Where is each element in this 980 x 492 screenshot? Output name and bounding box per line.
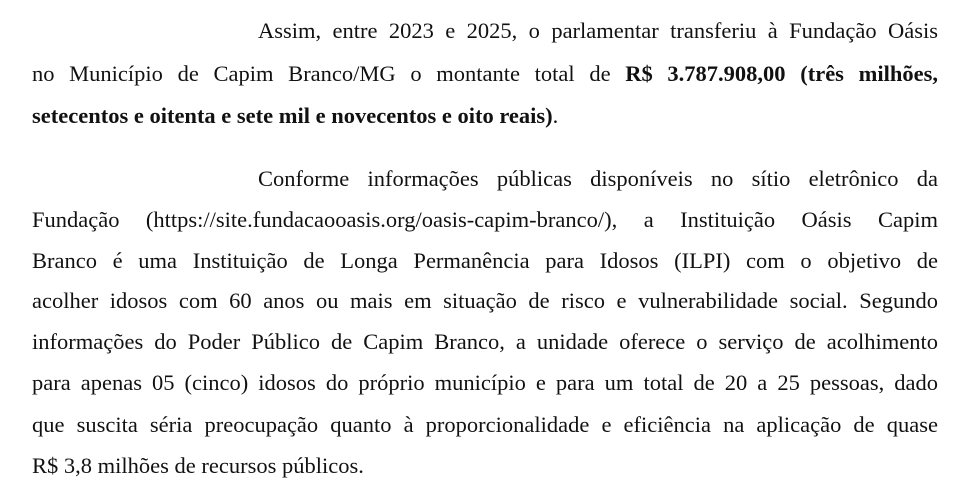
paragraph-1-text: Assim, entre 2023 e 2025, o parlamentar transferiu à Fundação Oásis — [258, 18, 938, 43]
amount-bold-text: setecentos e oitenta e sete mil e novecentos e oito reais) — [32, 103, 553, 128]
paragraph-1-line-2 — [32, 59, 938, 89]
paragraph-2-line-7: que suscita séria preocupação quanto à proporcionalidade e eficiência na aplicação de quase — [32, 412, 938, 437]
paragraph-2-line-5: informações do Poder Público de Capim Branco, a unidade oferece o serviço de acolhimento — [32, 329, 938, 354]
paragraph-1-line-3 — [32, 101, 938, 131]
amount-bold-text: R$ 3.787.908,00 (três milhões, — [625, 61, 938, 86]
paragraph-2-line-1: Conforme informações públicas disponíveis no sítio eletrônico da — [258, 166, 938, 191]
paragraph-2-line-4: acolher idosos com 60 anos ou mais em situação de risco e vulnerabilidade social. Segundo — [32, 288, 938, 313]
paragraph-2-line-2: Fundação (https://site.fundacaooasis.org/oasis-capim-branco/), a Instituição Oásis Capim — [32, 207, 938, 232]
paragraph-2-line-6: para apenas 05 (cinco) idosos do próprio município e para um total de 20 a 25 pessoas, dado — [32, 370, 938, 395]
paragraph-1-text: no Município de Capim Branco/MG o montante total de — [32, 61, 626, 86]
paragraph-1-line-1 — [258, 16, 938, 46]
paragraph-1-text: . — [552, 103, 559, 128]
paragraph-2-line-8: R$ 3,8 milhões de recursos públicos. — [32, 453, 364, 478]
paragraph-2-line-3: Branco é uma Instituição de Longa Permanência para Idosos (ILPI) com o objetivo de — [32, 248, 938, 273]
